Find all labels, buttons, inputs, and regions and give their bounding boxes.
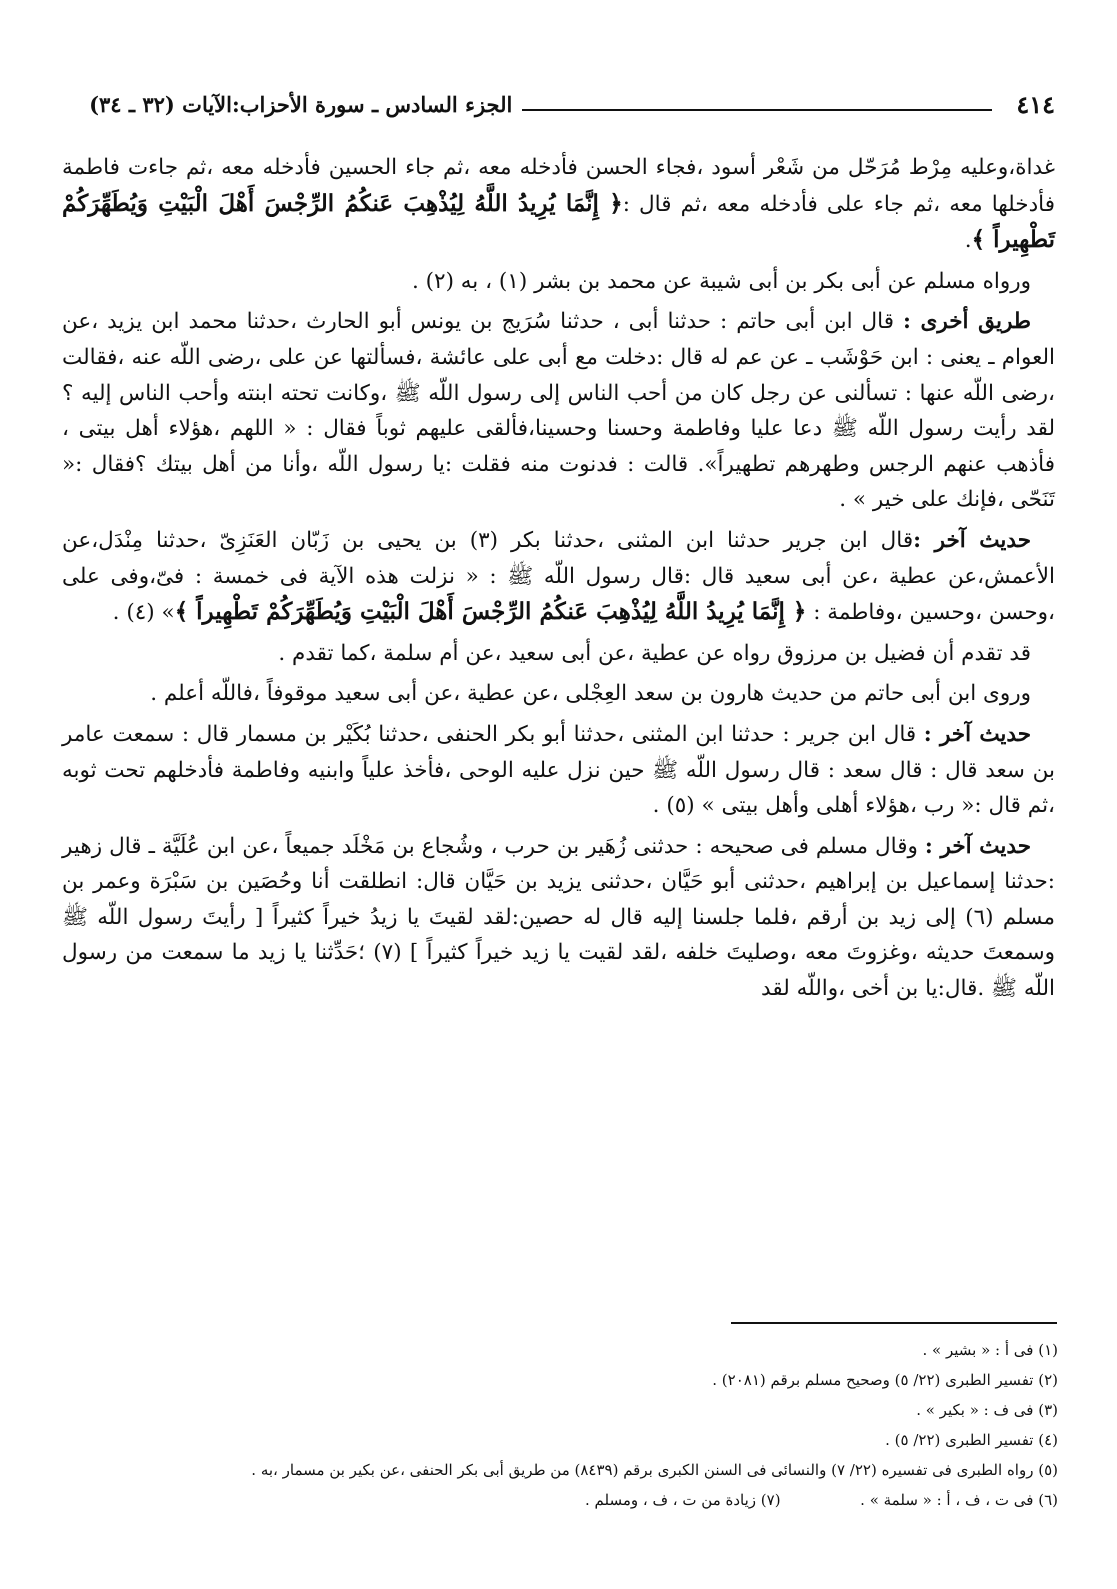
text-segment: قد تقدم أن فضيل بن مرزوق رواه عن عطية ،عن أبى سعيد ،عن أم سلمة ،كما تقدم . — [278, 640, 1031, 666]
text-segment: وقال مسلم فى صحيحه : حدثنى زُهَير بن حرب ، وشُجاع بن مَخْلَد جميعاً ،عن ابن عُلَيَّة ـ قال زهير :حدثنا إسماعيل بن إبراهيم ،حدثنى أبو حَيَّان ،حدثنى يزيد بن حَيَّان قال: انطلقت أنا وحُصَين بن سَبْرَة وعمر بن مسلم (٦) إلى زيد بن أرقم ،فلما جلسنا إليه قال له حصين:لقد لقيتَ يا زيدُ خيراً كثيراً [ رأيتَ رسول اللّه ﷺ وسمعتَ حديثه ،وغزوتَ معه ،وصليتَ خلفه ،لقد لقيت يا زيد خيراً كثيراً ] (٧) ؛حَدِّثنا يا زيد ما سمعت من رسول اللّه ﷺ .قال:يا بن أخى ،واللّه لقد — [62, 833, 1055, 1002]
footnote-6: (٦) فى ت ، ف ، أ : « سلمة » . — [860, 1491, 1058, 1509]
running-title: الجزء السادس ـ سورة الأحزاب:الآيات (٣٢ ـ ٣٤) — [89, 92, 513, 117]
footnote-4: (٤) تفسير الطبرى (٢٢/ ٥) . — [885, 1431, 1058, 1449]
quran-verse: ﴿ إِنَّمَا يُرِيدُ اللَّهُ لِيُذْهِبَ عَنكُمُ الرِّجْسَ أَهْلَ الْبَيْتِ وَيُطَهِّرَكُمْ تَطْهِيراً ﴾ — [174, 598, 807, 626]
section-lead: طريق أخرى : — [902, 309, 1031, 335]
header-rule — [522, 109, 992, 111]
page-number: ٤١٤ — [1016, 90, 1055, 119]
text-segment: » (٤) . — [112, 600, 175, 626]
footnote-3: (٣) فى ف : « بكير » . — [916, 1401, 1058, 1419]
text-segment: وروى ابن أبى حاتم من حديث هارون بن سعد العِجْلى ،عن عطية ،عن أبى سعيد موقوفاً ،فاللّه أعلم . — [150, 681, 1031, 707]
footnotes — [80, 1335, 1058, 1515]
text-segment: قال ابن جرير حدثنا ابن المثنى ،حدثنا بكر (٣) بن يحيى بن زَبّان العَنَزِىّ ،حدثنا مِنْدَل،عن الأعمش،عن عطية ،عن أبى سعيد قال :قال رسول اللّه ﷺ : « نزلت هذه الآية فى خمسة : فىّ،وفى على ،وحسن ،وحسين ،وفاطمة : — [62, 527, 1055, 626]
text-segment: . — [964, 228, 972, 254]
text-segment: غداة،وعليه مِرْط مُرَحّل من شَعْر أسود ،فجاء الحسن فأدخله معه ،ثم جاء الحسين فأدخله معه ،ثم جاءت فاطمة فأدخلها معه ،ثم جاء على فأدخله معه ،ثم قال : — [62, 155, 1055, 217]
text-segment: قال ابن أبى حاتم : حدثنا أبى ، حدثنا سُرَيج بن يونس أبو الحارث ،حدثنا محمد ابن يزيد ،عن العوام ـ يعنى : ابن حَوْشَب ـ عن عم له قال :دخلت مع أبى على عائشة ،فسألتها عن على ،رضى اللّه عنه ،فقالت ،رضى اللّه عنها : تسألنى عن رجل كان من أحب الناس إلى رسول اللّه ﷺ ،وكانت تحته ابنته وأحب الناس إليه ؟ لقد رأيت رسول اللّه ﷺ دعا عليا وفاطمة وحسنا وحسينا،فألقى عليهم ثوباً فقال : « اللهم ،هؤلاء أهل بيتى ، فأذهب عنهم الرجس وطهرهم تطهيراً». قالت : فدنوت منه فقلت :يا رسول اللّه ،وأنا من أهل بيتك ؟فقال :« تَنَحّى ،فإنك على خير » . — [62, 309, 1055, 513]
running-header — [62, 84, 1055, 120]
paragraph-p3 — [62, 304, 1055, 518]
text-segment: ورواه مسلم عن أبى بكر بن أبى شيبة عن محمد بن بشر (١) ، به (٢) . — [411, 268, 1031, 294]
section-lead: حديث آخر : — [913, 527, 1031, 553]
footnote-2: (٢) تفسير الطبرى (٢٢/ ٥) وصحيح مسلم برقم (٢٠٨١) . — [712, 1371, 1058, 1389]
quran-verse: ﴿ إِنَّمَا يُرِيدُ اللَّهُ لِيُذْهِبَ عَنكُمُ الرِّجْسَ أَهْلَ الْبَيْتِ وَيُطَهِّرَكُمْ تَطْهِيراً ﴾ — [62, 189, 1055, 254]
text-segment: قال ابن جرير : حدثنا ابن المثنى ،حدثنا أبو بكر الحنفى ،حدثنا بُكَيْر بن مسمار قال : سمعت عامر بن سعد قال : قال سعد : قال رسول اللّه ﷺ حين نزل عليه الوحى ،فأخذ علياً وابنيه وفاطمة فأدخلهم تحت ثوبه ،ثم قال :« رب ،هؤلاء أهلى وأهل بيتى » (٥) . — [62, 721, 1055, 819]
paragraph-p5 — [62, 636, 1055, 672]
paragraph-p8 — [62, 829, 1055, 1007]
footnote-separator — [731, 1322, 1057, 1324]
paragraph-p4 — [62, 523, 1055, 631]
footnote-5: (٥) رواه الطبرى فى تفسيره (٢٢/ ٧) والنسائى فى السنن الكبرى برقم (٨٤٣٩) من طريق أبى بكر الحنفى ،عن بكير بن مسمار ،به . — [251, 1461, 1058, 1479]
paragraph-p7 — [62, 717, 1055, 824]
section-lead: حديث آخر : — [923, 721, 1031, 747]
paragraph-p2 — [62, 264, 1055, 300]
paragraph-p6 — [62, 676, 1055, 712]
footnote-7: (٧) زيادة من ت ، ف ، ومسلم . — [584, 1491, 781, 1509]
footnote-1: (١) فى أ : « بشير » . — [922, 1341, 1058, 1359]
footnote-row-6-7 — [80, 1485, 1058, 1515]
paragraph-p1 — [62, 150, 1055, 259]
main-text — [62, 150, 1055, 1012]
section-lead: حديث آخر : — [924, 833, 1031, 859]
